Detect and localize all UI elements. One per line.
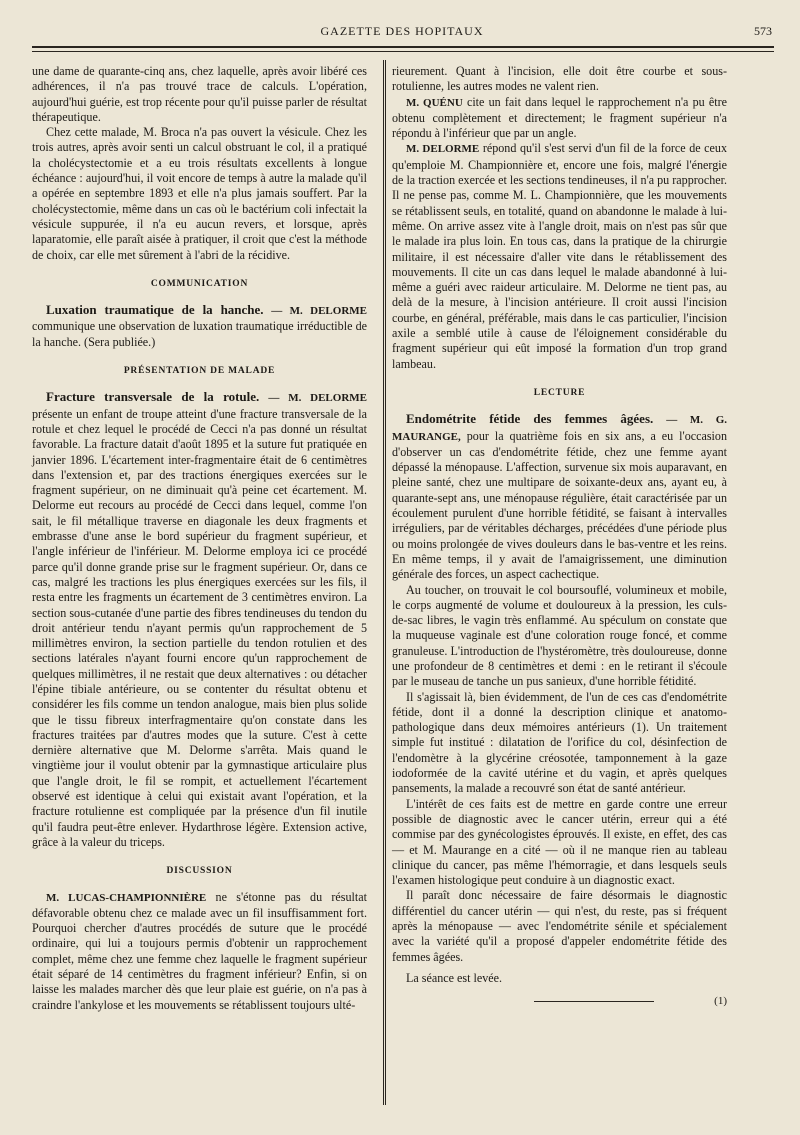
footnote-area [392, 994, 727, 1009]
discussion-paragraph [32, 890, 367, 1013]
article-luxation [32, 302, 367, 350]
article-title: Luxation traumatique de la hanche. [46, 302, 264, 318]
article-endometrite [392, 411, 727, 582]
article-author: — M. DELORME [268, 392, 367, 405]
paragraph: une dame de quarante-cinq ans, chez laquelle, après avoir libéré ces adhérences, il n'a pas trouvé trace de calculs. L'opération, aujourd'hui guérie, est trop récente pour qu'il puisse parler de résultat thérapeutique. [32, 64, 367, 124]
speaker-name: M. LUCAS-CHAMPIONNIÈRE [46, 891, 207, 904]
journal-title: GAZETTE DES HOPITAUX [320, 24, 484, 38]
article-title: Endométrite fétide des femmes âgées. [406, 411, 654, 427]
paragraph: Chez cette malade, M. Broca n'a pas ouvert la vésicule. Chez les trois autres, après avoir senti un calcul obstruant le col, il a pratiqué la cholécystectomie et a eu trois résultats excellents à longue échéance : aujourd'hui, il voit encore de temps à autre la malade qu'il a opérée en septembre 1893 et elle n'a plus jamais souffert. Par la cholécystectomie, même dans un cas où le bactérium coli infectait la vésicule suppurée, il n'a eu aucun revers, et lorsque, après laparatomie, elle paraît aisée à pratiquer, il croit que c'est la méthode de choix, car elle met sûrement à l'abri de la récidive. [32, 125, 367, 262]
section-heading-lecture: LECTURE [533, 387, 586, 398]
article-text: communique une observation de luxation traumatique irréductible de la hanche. (Sera publiée.) [32, 319, 367, 349]
paragraph: rieurement. Quant à l'incision, elle doit être courbe et sous-rotulienne, les autres modes ne valent rien. [392, 64, 727, 94]
right-column [392, 64, 727, 1010]
footnote-rule [534, 1001, 654, 1002]
discussion-text: ne s'étonne pas du résultat défavorable obtenu chez ce malade avec un fil insuffisamment fort. Pourquoi chercher d'autres procédés de suture que le procédé ordinaire, qui lui a toujours permis d'obtenir un rapprochement complet, même chez une femme chez laquelle le fragment supérieur était séparé de 14 centimètres du fragment inférieur? Enfin, si on laisse les malades marcher dès que leur plaie est guérie, on n'a pas à craindre l'ankylose et les mouvements se rétablissent toujours ulté- [32, 889, 367, 1012]
article-title: Fracture transversale de la rotule. [46, 389, 260, 405]
paragraph: L'intérêt de ces faits est de mettre en garde contre une erreur possible de diagnostic avec le cancer utérin, erreur qui a été commise par des gynécologistes éprouvés. Il existe, en effet, des cas — et M. Maurange en a cité — où il ne manque rien au tableau clinique du cancer, pas même l'hémorragie, et dans lesquels seuls l'examen histologique peut conduire à un diagnostic exact. [392, 796, 727, 888]
section-heading-discussion: DISCUSSION [166, 866, 233, 877]
running-head [32, 24, 772, 42]
discussion-paragraph [392, 95, 727, 142]
column-divider [383, 60, 386, 1105]
article-author: — M. DELORME [271, 305, 367, 318]
article-text: présente un enfant de troupe atteint d'une fracture transversale de la rotule et chez lequel le procédé de Cecci n'a pas donné un résultat favorable. La fracture datait d'août 1895 et la suture fut pratiquée en janvier 1896. L'écartement inter-fragmentaire était de 6 centimètres dans l'extension et, par des tractions énergiques exercées sur le fragment supérieur, on ne diminuait qu'à peine cet écartement. M. Delorme eut recours au procédé de Cecci dans lequel, comme l'on sait, le fil métallique traverse en diagonale les deux fragments et embrasse d'une anse le bord supérieur du fragment supérieur, et l'angle inférieur de l'inférieur. M. Delorme employa ici ce procédé parce qu'il donne grande prise sur le fragment supérieur. Or, dans ce cas, malgré les tractions les plus énergiques exercées sur les fils, il resta entre les fragments un écartement de 3 centimètres environ. La section sous-cutanée d'une partie des fibres tendineuses du tendon du droit antérieur tendu n'ayant permis qu'un rapprochement de 5 millimètres environ, la section partielle du tendon rotulien et des sections latérales n'ayant fourni encore qu'un rapprochement de quelques millimètres, il ne restait que deux alternatives : ou détacher l'épine tibiale antérieure, ou se contenter du résultat obtenu et considérer les fils comme un tendon analogue, mais bien plus solide que le tissu fibreux interfragmentaire qu'on constate dans les fractures traitées par d'autres modes que la suture. C'est à cette dernière alternative que M. Delorme s'arrêta. Mais quand le vingtième jour il voulut obtenir par la gymnastique articulaire plus que l'angle droit, le fil se rompit, et actuellement l'écartement observé est identique à celui qui existait avant l'opération, et la fracture rotulienne est compliquée par la présence d'un fil inutile qu'il faudra peut-être enlever. Hydarthrose légère. Extension active, grâce à la valeur du triceps. [32, 406, 367, 849]
footnote-marker: (1) [714, 995, 727, 1008]
discussion-text: cite un fait dans lequel le rapprochement n'a pu être obtenu complètement et directement; le fragment supérieur n'a répondu à l'inférieur que par un angle. [392, 94, 727, 141]
section-heading-communication: COMMUNICATION [150, 278, 249, 289]
closing-line: La séance est levée. [406, 970, 503, 985]
discussion-text: répond qu'il s'est servi d'un fil de la force de ceux qu'emploie M. Championnière et, encore une fois, malgré l'énergie de la traction exercée et les sections tendineuses, il n'a pu rapprocher. Il ne pense pas, comme M. L. Championnière, que les mouvements se rétablissent seuls, en totalité, quand on abandonne le malade à lui-même. On arrive assez vite à l'angle droit, mais on n'est pas sûr que le malade ira plus loin. En tous cas, dans la pratique de la chirurgie militaire, il est nécessaire d'aller vite dans le rétablissement des mouvements. Il cite un cas dans lequel le malade abandonné à lui-même a guéri avec raideur articulaire. M. Delorme ne tient pas, au delà de la mesure, à l'incision antérieure. Il croit aussi l'incision courbe, en général, préférable, mais dans le cas particulier, l'incision axile a semblé utile à cause de l'éloignement considérable du fragment supérieur qui eût imposé la formation d'un trop grand lambeau. [392, 141, 727, 371]
header-rule [32, 46, 774, 48]
left-column [32, 64, 367, 1013]
header-rule-thin [32, 51, 774, 52]
article-author: — M. G. MAURANGE, [392, 414, 727, 443]
discussion-paragraph [392, 141, 727, 371]
paragraph: Il s'agissait là, bien évidemment, de l'un de ces cas d'endométrite fétide, dont il a donné la description clinique et anatomo-pathologique dans deux mémoires antérieurs (1). Un traitement simple fut institué : dilatation de l'orifice du col, désinfection de l'endomètre à la glycérine créosotée, tamponnement à la gaze iodoformée de la cavité utérine et du vagin, et après quelques pansements, la malade a recouvré son état de santé antérieur. [392, 689, 727, 796]
section-heading-presentation: PRÉSENTATION DE MALADE [123, 366, 276, 377]
article-text: pour la quatrième fois en six ans, a eu l'occasion d'observer un cas d'endométrite fétide, chez une femme ayant dépassé la ménopause. L'affection, survenue six mois auparavant, en pleine santé, chez une multipare de soixante-deux ans, ayant eu, à quarante-sept ans, une ménopause régulière, était caractérisée par un écoulement purulent d'une horrible fétidité, se faisant à intervalles irréguliers, par de véritables décharges, précédées d'une période plus ou moins prolongée de vives douleurs dans le bas-ventre et les reins. En même temps, il y avait de l'amaigrissement, une diminution générale des forces, un aspect cachectique. [392, 428, 728, 582]
page-number: 573 [754, 24, 772, 38]
speaker-name: M. DELORME [406, 143, 480, 156]
article-fracture [32, 389, 367, 850]
paragraph: Il paraît donc nécessaire de faire désormais le diagnostic différentiel du cancer utérin — qui n'est, du reste, pas si fréquent après la ménopause — avec l'endométrite sénile et spécialement avec la variété qu'il a proposé d'appeler endométrite fétide des femmes âgées. [392, 888, 727, 964]
speaker-name: M. QUÉNU [406, 96, 463, 109]
paragraph: Au toucher, on trouvait le col boursouflé, volumineux et mobile, le corps augmenté de volume et douloureux à la pression, les culs-de-sac libres, le vagin très enflammé. Au spéculum on constate que la muqueuse vaginale est d'une coloration rouge foncé, et comme granuleuse. L'introduction de l'hystéromètre, très douloureuse, donne une profondeur de 8 centimètres et demi : en le retirant il s'écoule par le museau de tanche un pus sanieux, d'une horrible fétidité. [392, 582, 727, 689]
